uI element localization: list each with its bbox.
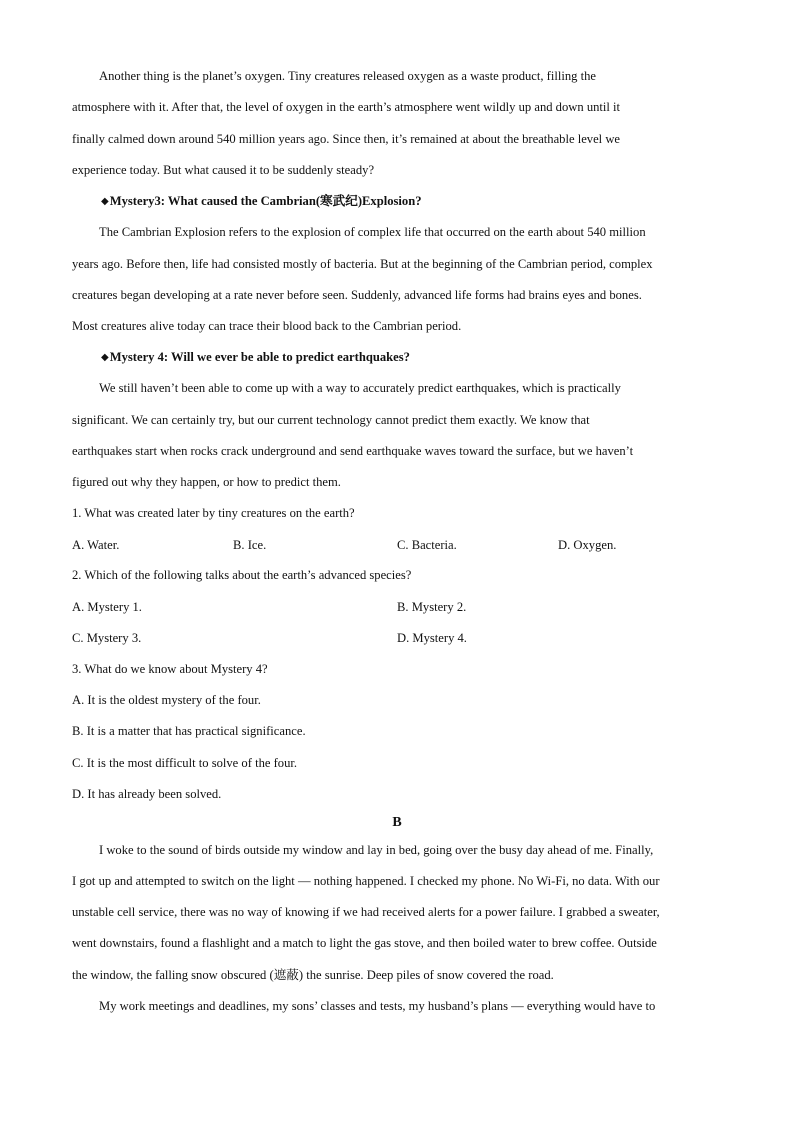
question-2-option-b[interactable]: B. Mystery 2. xyxy=(397,600,467,614)
question-1-option-b[interactable]: B. Ice. xyxy=(233,538,267,552)
question-1-option-c[interactable]: C. Bacteria. xyxy=(397,538,457,552)
para-oxygen-line-2: atmosphere with it. After that, the level of oxygen in the earth’s atmosphere went wildly up and down until it xyxy=(72,100,621,114)
question-1-option-d[interactable]: D. Oxygen. xyxy=(558,538,617,552)
question-2-option-d[interactable]: D. Mystery 4. xyxy=(397,631,467,645)
mystery4-heading-text: Mystery 4: Will we ever be able to predict earthquakes? xyxy=(109,350,410,364)
diamond-bullet-icon: ◆ xyxy=(101,352,109,363)
question-3-option-c[interactable]: C. It is the most difficult to solve of the four. xyxy=(72,756,298,770)
mystery3-line-1: The Cambrian Explosion refers to the explosion of complex life that occurred on the earth about 540 million xyxy=(99,225,646,239)
mystery3-line-3: creatures began developing at a rate never before seen. Suddenly, advanced life forms had brains eyes and bones. xyxy=(72,288,642,302)
question-2-stem: 2. Which of the following talks about the earth’s advanced species? xyxy=(72,568,412,582)
question-3-option-a[interactable]: A. It is the oldest mystery of the four. xyxy=(72,693,261,707)
section-b-title: B xyxy=(392,815,402,830)
mystery3-line-2: years ago. Before then, life had consisted mostly of bacteria. But at the beginning of the Cambrian period, complex xyxy=(72,257,653,271)
mystery3-heading-text: Mystery3: What caused the Cambrian(寒武纪)Explosion? xyxy=(109,194,422,208)
mystery4-line-3: earthquakes start when rocks crack underground and send earthquake waves toward the surface, but we haven’t xyxy=(72,444,634,458)
section-b-para1-line-1: I woke to the sound of birds outside my window and lay in bed, going over the busy day ahead of me. Finally, xyxy=(99,843,654,857)
question-1-option-a[interactable]: A. Water. xyxy=(72,538,120,552)
para-oxygen-line-1: Another thing is the planet’s oxygen. Tiny creatures released oxygen as a waste product, filling the xyxy=(99,69,596,83)
question-3-option-b[interactable]: B. It is a matter that has practical significance. xyxy=(72,724,306,738)
section-b-para1-line-4: went downstairs, found a flashlight and a match to light the gas stove, and then boiled water to brew coffee. Outside xyxy=(72,936,657,950)
section-b-para1-line-3: unstable cell service, there was no way of knowing if we had received alerts for a power failure. I grabbed a sweater, xyxy=(72,905,660,919)
question-2-option-a[interactable]: A. Mystery 1. xyxy=(72,600,142,614)
mystery3-line-4: Most creatures alive today can trace their blood back to the Cambrian period. xyxy=(72,319,462,333)
para-oxygen-line-3: finally calmed down around 540 million years ago. Since then, it’s remained at about the breathable level we xyxy=(72,132,621,146)
mystery4-line-2: significant. We can certainly try, but our current technology cannot predict them exactly. We know that xyxy=(72,413,590,427)
diamond-bullet-icon: ◆ xyxy=(101,196,109,207)
section-b-para1-line-2: I got up and attempted to switch on the light — nothing happened. I checked my phone. No Wi-Fi, no data. With our xyxy=(72,874,660,888)
para-oxygen-line-4: experience today. But what caused it to be suddenly steady? xyxy=(72,163,375,177)
section-b-para1-line-5: the window, the falling snow obscured (遮蔽) the sunrise. Deep piles of snow covered the road. xyxy=(72,968,554,982)
mystery4-heading xyxy=(101,349,410,366)
question-2-option-c[interactable]: C. Mystery 3. xyxy=(72,631,142,645)
mystery4-line-1: We still haven’t been able to come up with a way to accurately predict earthquakes, which is practically xyxy=(99,381,621,395)
question-3-stem: 3. What do we know about Mystery 4? xyxy=(72,662,268,676)
mystery4-line-4: figured out why they happen, or how to predict them. xyxy=(72,475,341,489)
section-b-para2-line-1: My work meetings and deadlines, my sons’ classes and tests, my husband’s plans — everything would have to xyxy=(99,999,656,1013)
mystery3-heading xyxy=(101,193,422,210)
question-1-stem: 1. What was created later by tiny creatures on the earth? xyxy=(72,506,355,520)
question-3-option-d[interactable]: D. It has already been solved. xyxy=(72,787,222,801)
